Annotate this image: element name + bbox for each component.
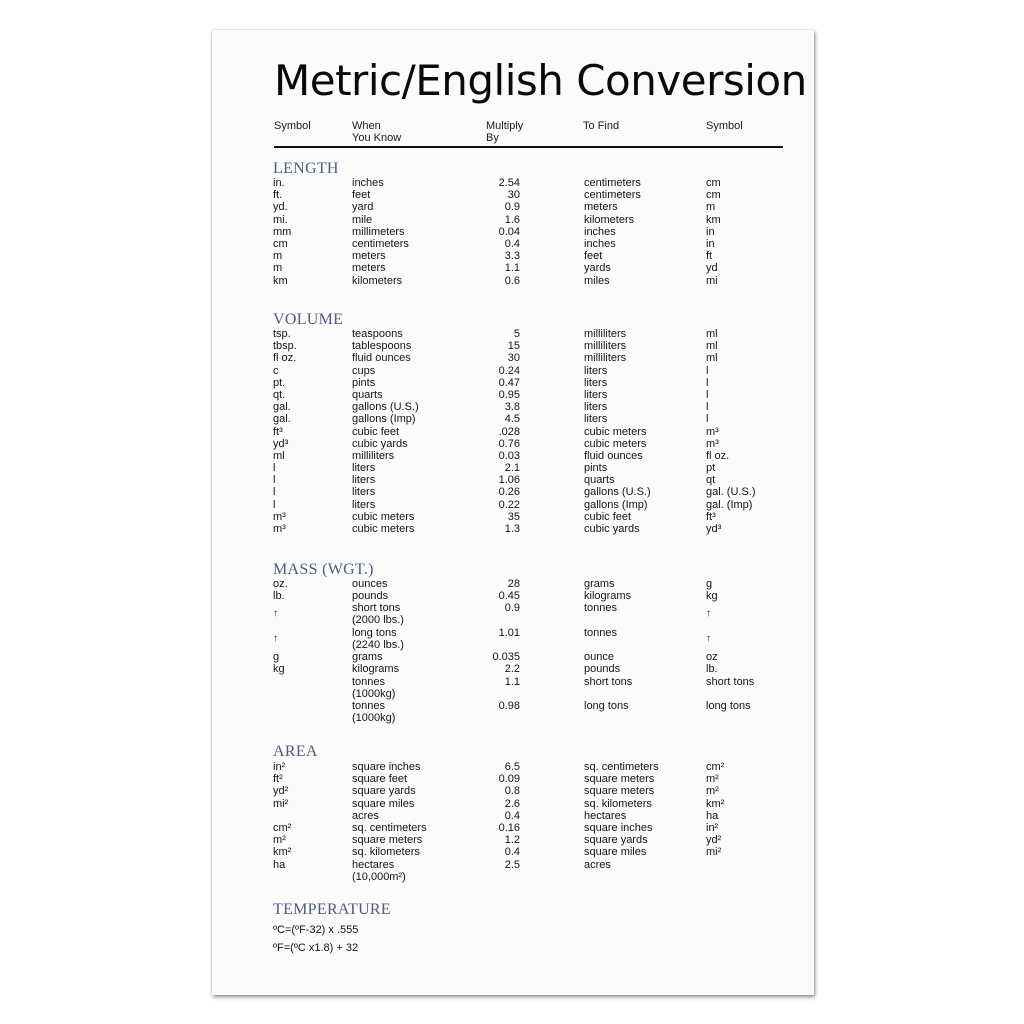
when-you-know-cell: short tons (2000 lbs.) bbox=[352, 602, 404, 627]
table-row bbox=[212, 201, 814, 213]
to-find-cell: liters bbox=[584, 413, 608, 426]
table-row bbox=[212, 486, 814, 498]
result-symbol-cell: kg bbox=[706, 590, 718, 603]
to-find-cell: gallons (U.S.) bbox=[584, 486, 651, 499]
to-find-cell: feet bbox=[584, 250, 603, 263]
symbol-cell: ha bbox=[273, 858, 286, 871]
section-heading-length: LENGTH bbox=[273, 160, 339, 177]
result-symbol-cell: lb. bbox=[706, 663, 718, 676]
table-row bbox=[212, 177, 814, 189]
table-row bbox=[212, 189, 814, 201]
symbol-cell: gal. bbox=[273, 401, 291, 414]
to-find-cell: cubic yards bbox=[584, 523, 640, 535]
fahrenheit-formula: ºF=(ºC x1.8) + 32 bbox=[273, 942, 359, 954]
when-you-know-cell: tonnes (1000kg) bbox=[352, 699, 396, 724]
table-row bbox=[212, 773, 814, 785]
symbol-cell: l bbox=[273, 462, 276, 475]
when-you-know-cell: cubic meters bbox=[352, 510, 415, 523]
when-you-know-cell: pints bbox=[352, 376, 376, 389]
table-row bbox=[212, 700, 814, 724]
when-you-know-cell: meters bbox=[352, 262, 386, 275]
multiply-by-cell: 1.2 bbox=[504, 834, 520, 847]
table-row bbox=[212, 663, 814, 675]
symbol-cell: ft² bbox=[273, 773, 283, 786]
to-find-cell: grams bbox=[584, 578, 615, 590]
table-row bbox=[212, 275, 814, 287]
table-row bbox=[212, 761, 814, 773]
to-find-cell: cubic meters bbox=[584, 425, 647, 438]
when-you-know-cell: tablespoons bbox=[352, 340, 412, 353]
table-row bbox=[212, 578, 814, 590]
result-symbol-cell: m bbox=[706, 201, 716, 214]
multiply-by-cell: 2.54 bbox=[498, 177, 520, 189]
when-you-know-cell: sq. centimeters bbox=[352, 821, 427, 834]
table-row bbox=[212, 785, 814, 797]
table-row bbox=[212, 450, 814, 462]
result-symbol-cell: short tons bbox=[706, 675, 755, 688]
symbol-cell: m³ bbox=[273, 510, 286, 523]
when-you-know-cell: liters bbox=[352, 474, 376, 487]
table-row bbox=[212, 590, 814, 602]
multiply-by-cell: 0.9 bbox=[504, 602, 520, 615]
when-you-know-cell: fluid ounces bbox=[352, 352, 411, 365]
symbol-cell: tsp. bbox=[273, 328, 291, 340]
length-table bbox=[212, 177, 814, 287]
when-you-know-cell: pounds bbox=[352, 590, 389, 603]
to-find-cell: centimeters bbox=[584, 189, 641, 202]
to-find-cell: tonnes bbox=[584, 602, 618, 615]
result-symbol-cell: gal. (Imp) bbox=[706, 498, 753, 511]
result-symbol-cell: cm bbox=[706, 177, 721, 189]
to-find-cell: gallons (Imp) bbox=[584, 498, 648, 511]
table-row bbox=[212, 250, 814, 262]
when-you-know-cell: tonnes (1000kg) bbox=[352, 675, 396, 700]
arrow-up-icon: ↑ bbox=[273, 632, 278, 644]
symbol-cell: yd³ bbox=[273, 437, 289, 450]
table-row bbox=[212, 238, 814, 250]
to-find-cell: miles bbox=[584, 274, 610, 287]
column-header-multiply-by: Multiply By bbox=[486, 120, 524, 144]
when-you-know-cell: square yards bbox=[352, 785, 416, 798]
when-you-know-cell: kilometers bbox=[352, 274, 403, 287]
symbol-cell: mm bbox=[273, 225, 292, 238]
multiply-by-cell: 3.3 bbox=[504, 250, 520, 263]
symbol-cell: lb. bbox=[273, 590, 285, 603]
result-symbol-cell: yd² bbox=[706, 834, 722, 847]
to-find-cell: meters bbox=[584, 201, 618, 214]
result-symbol-cell: in bbox=[706, 237, 715, 250]
to-find-cell: liters bbox=[584, 401, 608, 414]
section-heading-mass: MASS (WGT.) bbox=[273, 561, 374, 578]
multiply-by-cell: 4.5 bbox=[504, 413, 520, 426]
header-divider bbox=[274, 146, 783, 148]
symbol-cell: cm bbox=[273, 237, 288, 250]
multiply-by-cell: 0.76 bbox=[498, 437, 520, 450]
table-row bbox=[212, 651, 814, 663]
result-symbol-cell: in² bbox=[706, 821, 719, 834]
multiply-by-cell: 0.8 bbox=[504, 785, 520, 798]
symbol-cell: ml bbox=[273, 449, 285, 462]
result-symbol-cell: l bbox=[706, 413, 709, 426]
result-symbol-cell: gal. (U.S.) bbox=[706, 486, 756, 499]
to-find-cell: pounds bbox=[584, 663, 621, 676]
table-row bbox=[212, 499, 814, 511]
multiply-by-cell: 1.1 bbox=[504, 262, 520, 275]
symbol-cell: cm² bbox=[273, 821, 292, 834]
multiply-by-cell: 2.2 bbox=[504, 663, 520, 676]
to-find-cell: sq. kilometers bbox=[584, 797, 652, 810]
multiply-by-cell: 0.03 bbox=[498, 449, 520, 462]
result-symbol-cell: ft bbox=[706, 250, 713, 263]
to-find-cell: square inches bbox=[584, 821, 653, 834]
section-heading-area: AREA bbox=[273, 743, 318, 760]
when-you-know-cell: teaspoons bbox=[352, 328, 403, 340]
table-row bbox=[212, 214, 814, 226]
when-you-know-cell: sq. kilometers bbox=[352, 846, 420, 859]
to-find-cell: short tons bbox=[584, 675, 633, 688]
to-find-cell: liters bbox=[584, 364, 608, 377]
table-row bbox=[212, 262, 814, 274]
symbol-cell: c bbox=[273, 364, 279, 377]
table-row bbox=[212, 328, 814, 340]
table-row bbox=[212, 834, 814, 846]
result-symbol-cell: mi² bbox=[706, 846, 722, 859]
table-row bbox=[212, 462, 814, 474]
multiply-by-cell: 0.9 bbox=[504, 201, 520, 214]
when-you-know-cell: square miles bbox=[352, 797, 415, 810]
mass-table bbox=[212, 578, 814, 724]
column-header-symbol: Symbol bbox=[274, 120, 311, 132]
multiply-by-cell: 28 bbox=[507, 578, 520, 590]
result-symbol-cell: ml bbox=[706, 328, 718, 340]
when-you-know-cell: feet bbox=[352, 189, 371, 202]
when-you-know-cell: gallons (U.S.) bbox=[352, 401, 419, 414]
table-row bbox=[212, 846, 814, 858]
table-row bbox=[212, 340, 814, 352]
table-row bbox=[212, 413, 814, 425]
to-find-cell: square meters bbox=[584, 773, 655, 786]
when-you-know-cell: cubic feet bbox=[352, 425, 400, 438]
result-symbol-cell: l bbox=[706, 376, 709, 389]
multiply-by-cell: 5 bbox=[513, 328, 520, 340]
symbol-cell: in. bbox=[273, 177, 285, 189]
multiply-by-cell: 0.4 bbox=[504, 846, 520, 859]
symbol-cell: pt. bbox=[273, 376, 286, 389]
symbol-cell: fl oz. bbox=[273, 352, 297, 365]
result-symbol-cell: l bbox=[706, 364, 709, 377]
symbol-cell: kg bbox=[273, 663, 285, 676]
to-find-cell: tonnes bbox=[584, 626, 618, 639]
multiply-by-cell: 0.26 bbox=[498, 486, 520, 499]
multiply-by-cell: 0.09 bbox=[498, 773, 520, 786]
multiply-by-cell: 1.6 bbox=[504, 213, 520, 226]
multiply-by-cell: 0.95 bbox=[498, 388, 520, 401]
multiply-by-cell: .028 bbox=[498, 425, 520, 438]
to-find-cell: square miles bbox=[584, 846, 647, 859]
multiply-by-cell: 0.16 bbox=[498, 821, 520, 834]
multiply-by-cell: 30 bbox=[507, 189, 520, 202]
table-row bbox=[212, 511, 814, 523]
when-you-know-cell: quarts bbox=[352, 388, 383, 401]
multiply-by-cell: 0.6 bbox=[504, 274, 520, 287]
multiply-by-cell: 1.01 bbox=[498, 626, 520, 639]
to-find-cell: ounce bbox=[584, 651, 614, 664]
symbol-cell: g bbox=[273, 651, 280, 664]
area-table bbox=[212, 761, 814, 883]
when-you-know-cell: cubic yards bbox=[352, 437, 408, 450]
table-row bbox=[212, 438, 814, 450]
to-find-cell: acres bbox=[584, 858, 611, 871]
section-heading-temperature: TEMPERATURE bbox=[273, 901, 391, 918]
symbol-cell: l bbox=[273, 474, 276, 487]
to-find-cell: fluid ounces bbox=[584, 449, 643, 462]
multiply-by-cell: 30 bbox=[507, 352, 520, 365]
when-you-know-cell: cups bbox=[352, 364, 376, 377]
when-you-know-cell: long tons (2240 lbs.) bbox=[352, 626, 404, 651]
arrow-up-icon: ↑ bbox=[706, 632, 711, 644]
to-find-cell: inches bbox=[584, 225, 616, 238]
when-you-know-cell: liters bbox=[352, 486, 376, 499]
when-you-know-cell: milliliters bbox=[352, 449, 395, 462]
to-find-cell: square meters bbox=[584, 785, 655, 798]
result-symbol-cell: cm² bbox=[706, 761, 725, 773]
multiply-by-cell: 0.47 bbox=[498, 376, 520, 389]
multiply-by-cell: 35 bbox=[507, 510, 520, 523]
multiply-by-cell: 3.8 bbox=[504, 401, 520, 414]
result-symbol-cell: ml bbox=[706, 340, 718, 353]
multiply-by-cell: 1.06 bbox=[498, 474, 520, 487]
when-you-know-cell: mile bbox=[352, 213, 373, 226]
table-row bbox=[212, 377, 814, 389]
result-symbol-cell: in bbox=[706, 225, 715, 238]
table-row bbox=[212, 352, 814, 364]
symbol-cell: m bbox=[273, 262, 283, 275]
result-symbol-cell: long tons bbox=[706, 699, 751, 712]
column-header-symbol-2: Symbol bbox=[706, 120, 743, 132]
result-symbol-cell: fl oz. bbox=[706, 449, 730, 462]
symbol-cell: mi² bbox=[273, 797, 289, 810]
result-symbol-cell: qt bbox=[706, 474, 716, 487]
symbol-cell: tbsp. bbox=[273, 340, 297, 353]
when-you-know-cell: square inches bbox=[352, 761, 421, 773]
table-row bbox=[212, 389, 814, 401]
to-find-cell: liters bbox=[584, 376, 608, 389]
to-find-cell: kilograms bbox=[584, 590, 632, 603]
when-you-know-cell: centimeters bbox=[352, 237, 409, 250]
result-symbol-cell: m³ bbox=[706, 425, 719, 438]
when-you-know-cell: liters bbox=[352, 498, 376, 511]
result-symbol-cell: l bbox=[706, 388, 709, 401]
multiply-by-cell: 2.6 bbox=[504, 797, 520, 810]
celsius-formula: ºC=(ºF-32) x .555 bbox=[273, 924, 359, 936]
result-symbol-cell: oz bbox=[706, 651, 718, 664]
when-you-know-cell: kilograms bbox=[352, 663, 400, 676]
multiply-by-cell: 0.4 bbox=[504, 237, 520, 250]
to-find-cell: hectares bbox=[584, 809, 627, 822]
arrow-up-icon: ↑ bbox=[706, 608, 711, 620]
symbol-cell: yd² bbox=[273, 785, 289, 798]
table-row bbox=[212, 798, 814, 810]
symbol-cell: m³ bbox=[273, 523, 286, 535]
multiply-by-cell: 0.22 bbox=[498, 498, 520, 511]
result-symbol-cell: m² bbox=[706, 773, 719, 786]
result-symbol-cell: yd bbox=[706, 262, 718, 275]
symbol-cell: l bbox=[273, 498, 276, 511]
multiply-by-cell: 2.1 bbox=[504, 462, 520, 475]
symbol-cell: m bbox=[273, 250, 283, 263]
result-symbol-cell: yd³ bbox=[706, 523, 722, 535]
symbol-cell: ft. bbox=[273, 189, 283, 202]
to-find-cell: cubic meters bbox=[584, 437, 647, 450]
multiply-by-cell: 2.5 bbox=[504, 858, 520, 871]
symbol-cell: qt. bbox=[273, 388, 286, 401]
multiply-by-cell: 0.45 bbox=[498, 590, 520, 603]
when-you-know-cell: millimeters bbox=[352, 225, 405, 238]
conversion-card bbox=[212, 30, 814, 995]
symbol-cell: m² bbox=[273, 834, 286, 847]
table-row bbox=[212, 365, 814, 377]
table-row bbox=[212, 810, 814, 822]
multiply-by-cell: 6.5 bbox=[504, 761, 520, 773]
when-you-know-cell: grams bbox=[352, 651, 383, 664]
multiply-by-cell: 1.3 bbox=[504, 523, 520, 535]
result-symbol-cell: ha bbox=[706, 809, 719, 822]
result-symbol-cell: ml bbox=[706, 352, 718, 365]
table-row bbox=[212, 226, 814, 238]
to-find-cell: long tons bbox=[584, 699, 629, 712]
to-find-cell: square yards bbox=[584, 834, 648, 847]
symbol-cell: yd. bbox=[273, 201, 288, 214]
column-header-to-find: To Find bbox=[583, 120, 620, 132]
when-you-know-cell: inches bbox=[352, 177, 384, 189]
result-symbol-cell: km bbox=[706, 213, 721, 226]
symbol-cell: oz. bbox=[273, 578, 288, 590]
to-find-cell: yards bbox=[584, 262, 611, 275]
table-row bbox=[212, 676, 814, 700]
multiply-by-cell: 0.98 bbox=[498, 699, 520, 712]
multiply-by-cell: 0.4 bbox=[504, 809, 520, 822]
result-symbol-cell: ft³ bbox=[706, 510, 716, 523]
to-find-cell: centimeters bbox=[584, 177, 641, 189]
when-you-know-cell: yard bbox=[352, 201, 374, 214]
to-find-cell: kilometers bbox=[584, 213, 635, 226]
table-row bbox=[212, 426, 814, 438]
result-symbol-cell: pt bbox=[706, 462, 716, 475]
to-find-cell: sq. centimeters bbox=[584, 761, 659, 773]
result-symbol-cell: m³ bbox=[706, 437, 719, 450]
to-find-cell: milliliters bbox=[584, 328, 627, 340]
table-row bbox=[212, 859, 814, 883]
to-find-cell: pints bbox=[584, 462, 608, 475]
page-title: Metric/English Conversion bbox=[274, 56, 807, 105]
symbol-cell: gal. bbox=[273, 413, 291, 426]
section-heading-volume: VOLUME bbox=[273, 311, 344, 328]
to-find-cell: milliliters bbox=[584, 352, 627, 365]
table-row bbox=[212, 822, 814, 834]
multiply-by-cell: 1.1 bbox=[504, 675, 520, 688]
when-you-know-cell: acres bbox=[352, 809, 379, 822]
arrow-up-icon: ↑ bbox=[273, 608, 278, 620]
symbol-cell: in² bbox=[273, 761, 286, 773]
when-you-know-cell: hectares (10,000m²) bbox=[352, 858, 406, 883]
to-find-cell: cubic feet bbox=[584, 510, 632, 523]
multiply-by-cell: 15 bbox=[507, 340, 520, 353]
result-symbol-cell: km² bbox=[706, 797, 725, 810]
symbol-cell: ft³ bbox=[273, 425, 283, 438]
result-symbol-cell: l bbox=[706, 401, 709, 414]
symbol-cell: mi. bbox=[273, 213, 288, 226]
multiply-by-cell: 0.035 bbox=[492, 651, 520, 664]
when-you-know-cell: ounces bbox=[352, 578, 388, 590]
table-row bbox=[212, 627, 814, 651]
result-symbol-cell: mi bbox=[706, 274, 718, 287]
to-find-cell: quarts bbox=[584, 474, 615, 487]
symbol-cell: l bbox=[273, 486, 276, 499]
when-you-know-cell: square meters bbox=[352, 834, 423, 847]
multiply-by-cell: 0.04 bbox=[498, 225, 520, 238]
column-header-when-you-know: When You Know bbox=[352, 120, 402, 144]
when-you-know-cell: gallons (Imp) bbox=[352, 413, 416, 426]
when-you-know-cell: liters bbox=[352, 462, 376, 475]
to-find-cell: liters bbox=[584, 388, 608, 401]
table-row bbox=[212, 474, 814, 486]
symbol-cell: km² bbox=[273, 846, 292, 859]
to-find-cell: milliliters bbox=[584, 340, 627, 353]
to-find-cell: inches bbox=[584, 237, 616, 250]
result-symbol-cell: m² bbox=[706, 785, 719, 798]
when-you-know-cell: meters bbox=[352, 250, 386, 263]
table-row bbox=[212, 401, 814, 413]
table-row bbox=[212, 602, 814, 626]
table-row bbox=[212, 523, 814, 535]
result-symbol-cell: cm bbox=[706, 189, 721, 202]
multiply-by-cell: 0.24 bbox=[498, 364, 520, 377]
result-symbol-cell: g bbox=[706, 578, 713, 590]
when-you-know-cell: cubic meters bbox=[352, 523, 415, 535]
when-you-know-cell: square feet bbox=[352, 773, 408, 786]
symbol-cell: km bbox=[273, 274, 288, 287]
volume-table bbox=[212, 328, 814, 535]
